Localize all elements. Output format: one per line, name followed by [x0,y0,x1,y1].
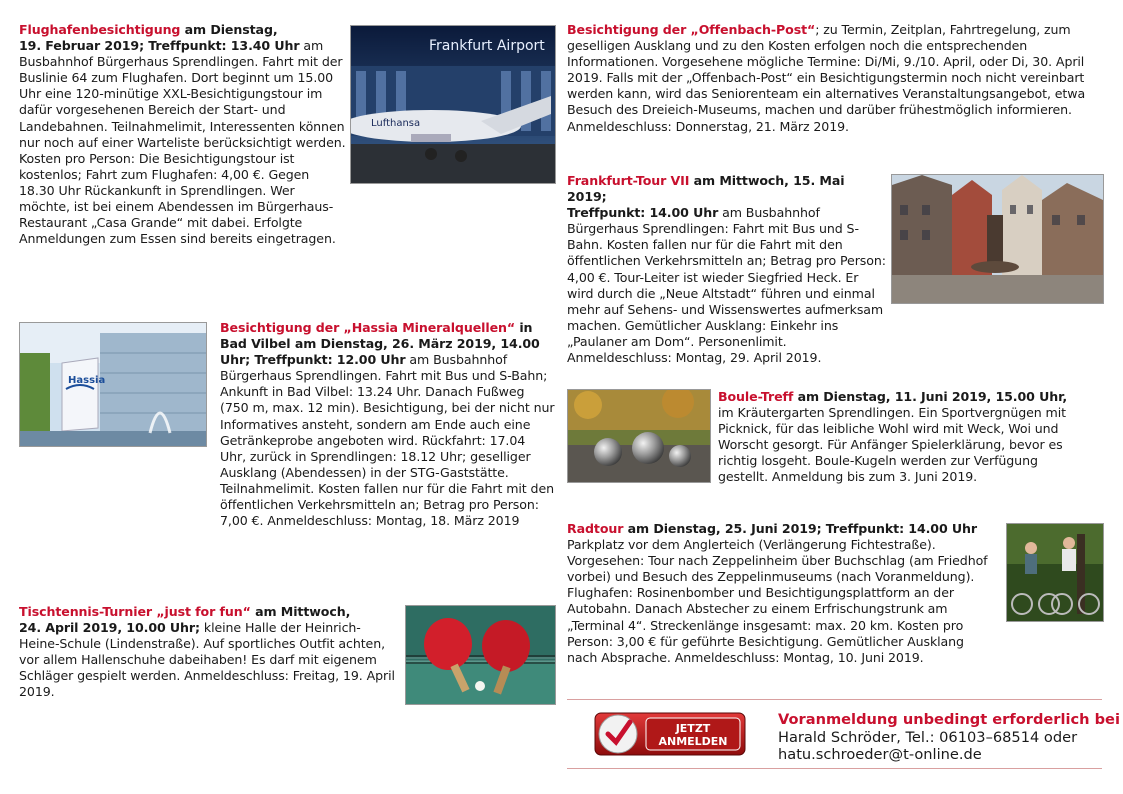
svg-text:ANMELDEN: ANMELDEN [658,735,728,748]
hassia-photo [19,322,207,447]
tischtennis-title: Tischtennis-Turnier „just for fun“ [19,604,251,619]
flughafen-date: 19. Februar 2019; Treffpunkt: 13.40 Uhr [19,38,300,54]
radtour-section: Radtour am Dienstag, 25. Juni 2019; Treffpunkt: 14.00 Uhr Parkplatz vor dem Anglerteich (Verlängerung Fichtestraße). Vorgesehen: Tour nach Zeppelinheim über Buchschlag (am Friedhof vorbei) und Besuch des Zeppelinmuseums (nach Voranmeldung). Flughafen: Rosinenbomber und Besichtigungsplattform an der Autobahn. Danach Abstecher zu einem Erfrischungstrunk am „Terminal 4“. Streckenlänge insgesamt: max. 20 km. Kosten pro Person: 3,00 € für geführte Besichtigung. Gemütlicher Ausklang nach Absprache. Anmeldeschluss: Montag, 10. Juni 2019. [567,521,997,666]
frankfurt-tour-title: Frankfurt-Tour VII [567,173,690,188]
altstadt-photo [891,174,1104,304]
frankfurt-tour-meeting: Treffpunkt: 14.00 Uhr [567,205,719,221]
flughafen-title: Flughafenbesichtigung [19,22,181,37]
flughafen-body: Busbahnhof Bürgerhaus Sprendlingen. Fahrt mit der Buslinie 64 zum Flughafen. Dort beginnt um 15.00 Uhr eine 120-minütige XXL-Besichtigungstour im dafür vorgesehenen Bereich der Start- und Landebahnen. Teilnahmelimit, Interessenten können nur noch auf einer Warteliste berücksichtigt werden. Kosten pro Person: Die Besichtigungstour ist kostenlos; Fahrt zum Flughafen: 4,00 €. Gegen 18.30 Uhr Rückankunft in Sprendlingen. Wer möchte, ist bei einem Abendessen im Bürgerhaus-Restaurant „Casa Grande“ mit dabei. Erfolgte Anmeldungen zum Essen sind bereits eingetragen. [19,54,346,247]
airport-sign-text: Frankfurt Airport [429,38,545,54]
contact-email[interactable]: hatu.schroeder@t-online.de [778,746,982,763]
offenbach-title: Besichtigung der „Offenbach-Post“ [567,22,816,37]
hassia-section: Besichtigung der „Hassia Mineralquellen“ in Bad Vilbel am Dienstag, 26. März 2019, 14.00 Uhr; Treffpunkt: 12.00 Uhr am Busbahnhof Bürgerhaus Sprendlingen. Fahrt mit Bus und S-Bahn; Ankunft in Bad Vilbel: 13.24 Uhr. Danach Fußweg (750 m, max. 12 min). Besichtigung, bei der nicht nur Informatives ansteht, sondern am Ende auch eine Getränkeprobe angeboten wird. Rückfahrt: 17.04 Uhr, zurück in Sprendlingen: 18.12 Uhr; geselliger Ausklang (Abendessen) in der STG-Gaststätte. Teilnahmelimit. Kosten fallen nur für die Fahrt mit den öffentlichen Verkehrsmitteln an; Betrag pro Person: 7,00 €. Anmeldeschluss: Montag, 18. März 2019 [220,320,555,529]
boule-body: im Kräutergarten Sprendlingen. Ein Sportvergnügen mit Picknick, für das leibliche Wohl wird mit Weck, Woi und Worscht gesorgt. Für Anfänger Spielerklärung, bevor es richtig losgeht. Boule-Kugeln werden zur Verfügung gestellt. Anmeldung bis zum 3. Juni 2019. [718,405,1066,485]
contact-heading: Voranmeldung unbedingt erforderlich bei [778,711,1120,728]
tabletennis-photo [405,605,556,705]
offenbach-section [567,22,1087,135]
tischtennis-section: Tischtennis-Turnier „just for fun“ am Mittwoch, 24. April 2019, 10.00 Uhr; kleine Halle der Heinrich-Heine-Schule (Lindenstraße). Auf sportliches Outfit achten, vor allem Hallenschuhe dabeihaben! Es darf mit eigenem Schläger gespielt werden. Anmeldeschluss: Freitag, 19. April 2019. [19,604,395,700]
airport-photo [350,25,556,184]
contact-info [778,711,1120,764]
boule-photo [567,389,711,483]
radtour-title: Radtour [567,521,624,536]
hassia-date: Bad Vilbel am Dienstag, 26. März 2019, 14.00 Uhr; Treffpunkt: 12.00 Uhr [220,336,540,368]
offenbach-body: ; zu Termin, Zeitplan, Fahrtregelung, zum geselligen Ausklang und zu den Kosten erfolgen noch die entsprechenden Informationen. Vorgesehene mögliche Termine: Di/Mi, 9./10. April, oder Di, 30. April 2019. Falls mit der „Offenbach-Post“ ein Besichtigungstermin noch nicht vereinbart werden kann, wird das Seniorenteam ein alternatives Veranstaltungsangebot, etwa Besuch des Dreieich-Museums, machen und darüber frühestmöglich informieren. Anmeldeschluss: Donnerstag, 21. März 2019. [567,22,1086,134]
contact-phone: Harald Schröder, Tel.: 06103–68514 oder [778,728,1078,746]
radtour-body: Parkplatz vor dem Anglerteich (Verlängerung Fichtestraße). Vorgesehen: Tour nach Zeppelinheim über Buchschlag (am Friedhof vorbei) und Besuch des Zeppelinmuseums (nach Voranmeldung). Flughafen: Rosinenbomber und Besichtigungsplattform an der Autobahn. Danach Abstecher zu einem Erfrischungstrunk am „Terminal 4“. Streckenlänge insgesamt: max. 20 km. Kosten pro Person: 3,00 € für geführte Besichtigung. Gemütlicher Ausklang nach Absprache. Anmeldeschluss: Montag, 10. Juni 2019. [567,537,988,665]
jetzt-anmelden-button[interactable] [594,712,746,756]
plane-text: Lufthansa [371,118,421,129]
footer-divider-bottom [567,768,1102,769]
hassia-body: Bürgerhaus Sprendlingen. Fahrt mit Bus und S-Bahn; Ankunft in Bad Vilbel: 13.24 Uhr. Danach Fußweg (750 m, max. 12 min). Besichtigung, bei der nicht nur Informatives ansteht, sondern am Ende auch eine Getränkeprobe angeboten wird. Rückfahrt: 17.04 Uhr, zurück in Sprendlingen: 18.12 Uhr; geselliger Ausklang (Abendessen) in der STG-Gaststätte. Teilnahmelimit. Kosten fallen nur für die Fahrt mit den öffentlichen Verkehrsmitteln an; Betrag pro Person: 7,00 €. Anmeldeschluss: Montag, 18. März 2019 [220,368,555,529]
frankfurt-tour-section: Frankfurt-Tour VII am Mittwoch, 15. Mai 2019; Treffpunkt: 14.00 Uhr am Busbahnhof Bürgerhaus Sprendlingen: Fahrt mit Bus und S-Bahn. Kosten fallen nur für die Fahrt mit den öffentlichen Verkehrsmitteln an; Betrag pro Person: 4,00 €. Tour-Leiter ist wieder Siegfried Heck. Er wird durch die „Neue Altstadt“ führen und einmal mehr auf Sehens- und Wissenswertes aufmerksam machen. Gemütlicher Ausklang: Einkehr ins „Paulaner am Dom“. Personenlimit. Anmeldeschluss: Montag, 29. April 2019. [567,173,886,366]
boule-title: Boule-Treff [718,389,794,404]
boule-section: Boule-Treff am Dienstag, 11. Juni 2019, 15.00 Uhr, im Kräutergarten Sprendlingen. Ein Sportvergnügen mit Picknick, für das leibliche Wohl wird mit Weck, Woi und Worscht gesorgt. Für Anfänger Spielerklärung, bevor es richtig losgeht. Boule-Kugeln werden zur Verfügung gestellt. Anmeldung bis zum 3. Juni 2019. [718,389,1088,486]
tischtennis-body: kleine Halle der Heinrich-Heine-Schule (Lindenstraße). Auf sportliches Outfit achten, vor allem Hallenschuhe dabeihaben! Es darf mit eigenem Schläger gespielt werden. Anmeldeschluss: Freitag, 19. April 2019. [19,620,395,700]
flughafen-section: Flughafenbesichtigung am Dienstag, 19. Februar 2019; Treffpunkt: 13.40 Uhr am Busbahnhof Bürgerhaus Sprendlingen. Fahrt mit der Buslinie 64 zum Flughafen. Dort beginnt um 15.00 Uhr eine 120-minütige XXL-Besichtigungstour im dafür vorgesehenen Bereich der Start- und Landebahnen. Teilnahmelimit, Interessenten können nur noch auf einer Warteliste berücksichtigt werden. Kosten pro Person: Die Besichtigungstour ist kostenlos; Fahrt zum Flughafen: 4,00 €. Gegen 18.30 Uhr Rückankunft in Sprendlingen. Wer möchte, ist bei einem Abendessen im Bürgerhaus-Restaurant „Casa Grande“ mit dabei. Erfolgte Anmeldungen zum Essen sind bereits eingetragen. [19,22,346,247]
hassia-sign-text: Hassia [68,375,106,386]
hassia-title: Besichtigung der „Hassia Mineralquellen“ [220,320,516,335]
frankfurt-tour-body: am Busbahnhof Bürgerhaus Sprendlingen: Fahrt mit Bus und S-Bahn. Kosten fallen nur für die Fahrt mit den öffentlichen Verkehrsmitteln an; Betrag pro Person: 4,00 €. Tour-Leiter ist wieder Siegfried Heck. Er wird durch die „Neue Altstadt“ führen und einmal mehr auf Sehens- und Wissenswertes aufmerksam machen. Gemütlicher Ausklang: Einkehr ins „Paulaner am Dom“. Personenlimit. Anmeldeschluss: Montag, 29. April 2019. [567,205,886,366]
footer-divider-top [567,699,1102,700]
tischtennis-date: 24. April 2019, 10.00 Uhr; [19,620,200,636]
svg-text:JETZT: JETZT [675,722,711,735]
bike-photo [1006,523,1104,622]
